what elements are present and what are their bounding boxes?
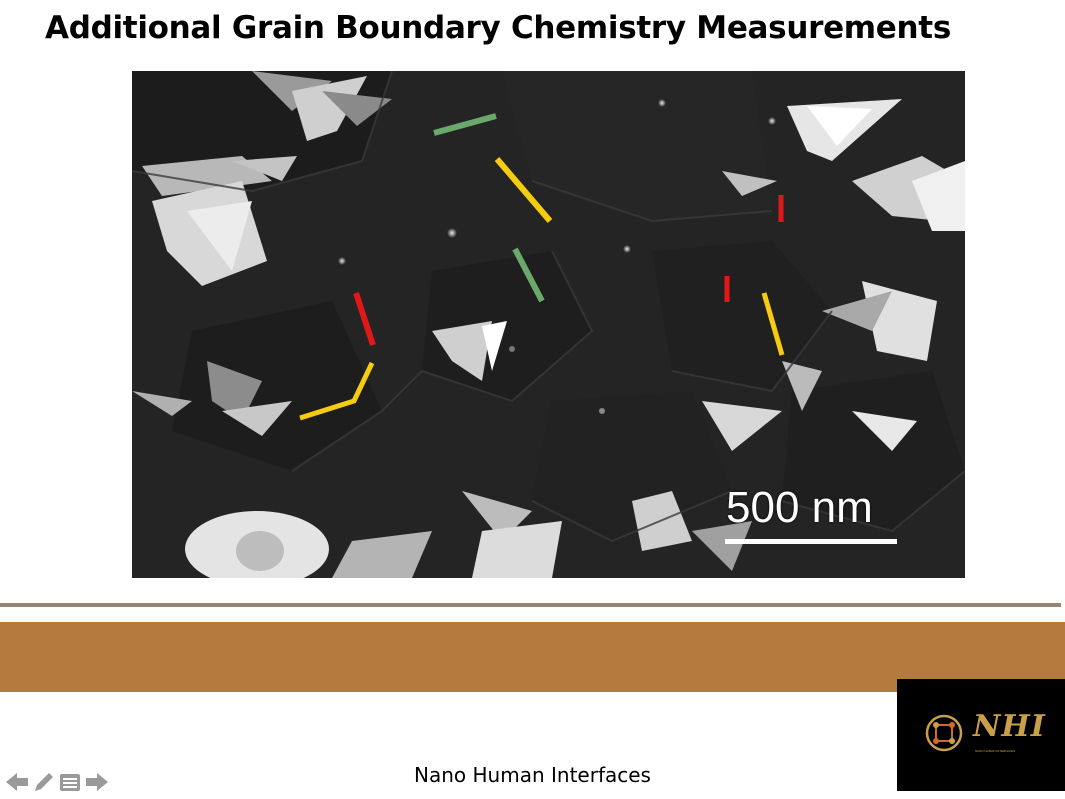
next-slide-arrow-icon[interactable] (84, 770, 110, 799)
nhi-emblem-icon (924, 713, 964, 753)
scale-bar (725, 539, 897, 544)
logo-text: NHI (973, 709, 1046, 744)
divider-line (0, 603, 1061, 607)
slide-nav-controls (4, 770, 110, 799)
slide-footer: Nano Human Interfaces (414, 763, 651, 787)
green-marker-top (434, 116, 496, 133)
pen-icon[interactable] (32, 770, 56, 799)
slide-title: Additional Grain Boundary Chemistry Measurements (45, 10, 951, 46)
scale-bar-label: 500 nm (726, 483, 873, 532)
red-marker-left (356, 293, 373, 345)
sem-micrograph (132, 71, 965, 578)
slide-menu-icon[interactable] (58, 770, 82, 799)
logo-subtext: NANO HUMAN INTERFACES (975, 749, 1016, 753)
prev-slide-arrow-icon[interactable] (4, 770, 30, 799)
